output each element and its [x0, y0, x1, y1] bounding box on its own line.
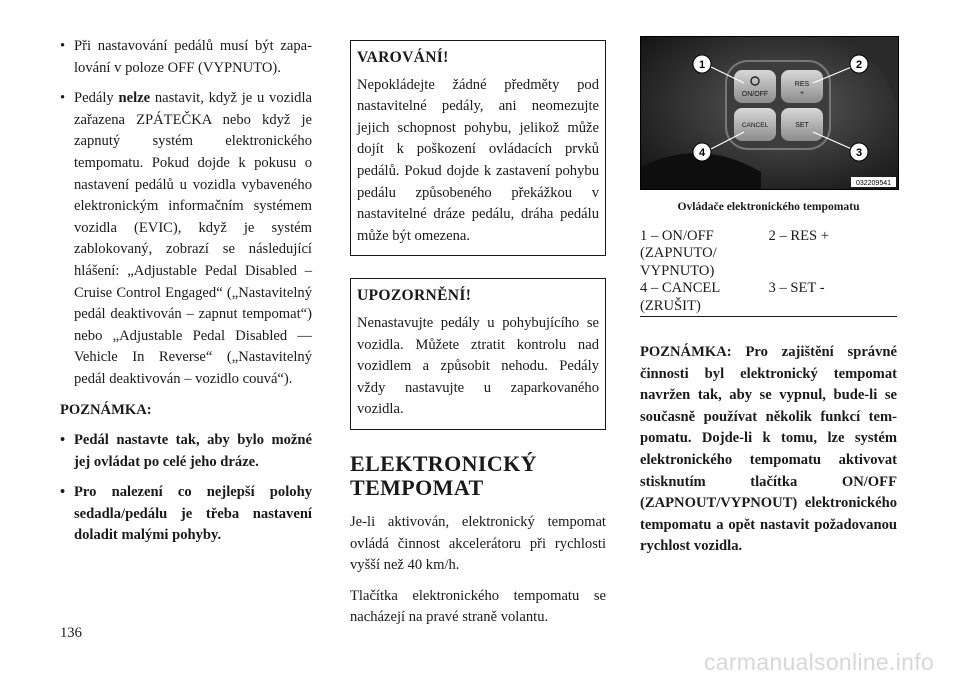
note-bullet-text: Pro nalezení co nejlepší polohy sedadla/pedálu je třeba nastavení doladit malými pohyby. [74, 484, 312, 544]
paragraph-buttons-location: Tlačítka elektronického tempomatu se nacházejí na pravé straně volantu. [350, 587, 606, 626]
label-cancel: CANCEL [741, 122, 769, 129]
middle-column [350, 36, 606, 638]
legend-item-3: 3 – SET - [768, 280, 825, 297]
note-heading: POZNÁMKA: [60, 401, 152, 418]
caution-text: Nenastavujte pedály u pohybujícího se vozidla. Můžete ztratit kontrolu nad vozidlem a způsobit nehodu. Pedály vždy nastavujte u zaparkovaného vozidla. [357, 314, 599, 418]
callout-number-1: 1 [698, 59, 706, 71]
right-column [640, 36, 897, 558]
cruise-note: POZNÁMKA: Pro zajištění správné činnosti byl elektronický tempomat navržen tak, aby se vypnul, bude-li se současně používat několik funkcí tempomatu. Dojde-li k tomu, lze systém elektronického tempomatu aktivovat stisknutím tlačítka ON/OFF (ZAPNOUT/VYPNOUT) elektronického tempomatu a opět nastavit požadovanou rychlost vozidla. [640, 344, 897, 555]
image-code: 032209541 [855, 180, 892, 187]
note-bullet-text: Pedál nastavte tak, aby bylo možné jej ovládat po celé jeho dráze. [74, 432, 312, 470]
warning-box [350, 40, 606, 256]
callout-number-2: 2 [855, 59, 863, 71]
callout-number-3: 3 [855, 147, 863, 159]
note-bullet-fine-tune [60, 482, 312, 547]
warning-title: VAROVÁNÍ! [357, 49, 449, 66]
bullet-pedals-cannot-adjust [60, 88, 312, 390]
legend-item-1: 1 – ON/OFF (ZAPNUTO/ VYPNUTO) [640, 227, 717, 279]
cruise-control-photo [640, 36, 899, 190]
photo-caption: Ovládače elektronického tempomatu [677, 200, 860, 213]
label-res-plus: + [799, 90, 805, 97]
bullet-emphasis: nelze [118, 90, 151, 107]
bullet-text-start: Pedály [74, 90, 119, 107]
button-legend [640, 228, 897, 318]
callout-number-4: 4 [698, 147, 706, 159]
button-on-off [734, 70, 776, 103]
watermark: carmanualsonline.info [703, 649, 934, 675]
page-number: 136 [60, 625, 82, 641]
caution-title: UPOZORNĚNÍ! [357, 287, 472, 305]
label-res: RES [794, 81, 810, 88]
bullet-text-rest: nastavit, když je u vozidla zařazena ZPÁTEČKA nebo když je zapnutý systém elektronického tempomatu. Pokud dojde k pokusu o nastavení pedálů u vozidla vybaveného elektronickým informačním systémem vozidla (EVIC), když je systém zablokovaný, zobrazí se následující hlášení: „Adjustable Pedal Disabled – Cruise Control Engaged“ („Nastavitelný pedál deaktivován – zapnut tempomat“) nebo „Adjustable Pedal Disabled — Vehicle In Reverse“ („Nastavitelný pedál deaktivován – vozidlo couvá“). [74, 90, 312, 387]
legend-item-2: 2 – RES + [768, 227, 830, 244]
warning-text: Nepokládejte žádné předměty pod nastavitelné pedály, ani neomezujte jejich schopnost pohybu, jelikož může dojít k poškození ovládacích prvků pedálů. Pokud dojde k zastavení pohybu pedálu způsobeného překážkou v nastavitelné dráze pedálu, dráha pedálu může být omezena. [357, 76, 599, 244]
bullet-ignition-off [60, 36, 312, 79]
bullet-text: Při nastavování pedálů musí být zapalování v poloze OFF (VYPNUTO). [74, 38, 312, 76]
label-set: SET [795, 122, 809, 129]
steering-wheel-illustration [641, 37, 898, 189]
note-bullet-full-travel [60, 430, 312, 473]
section-title: ELEKTRONICKÝ TEMPOMAT [350, 450, 537, 500]
caution-box [350, 278, 606, 430]
left-column [60, 36, 312, 556]
label-on-off: ON/OFF [741, 91, 769, 98]
paragraph-activation: Je-li aktivován, elektronický tempomat ovládá činnost akcelerátoru při rychlosti vyšší než 40 km/h. [350, 513, 606, 574]
legend-item-4: 4 – CANCEL (ZRUŠIT) [640, 280, 720, 314]
